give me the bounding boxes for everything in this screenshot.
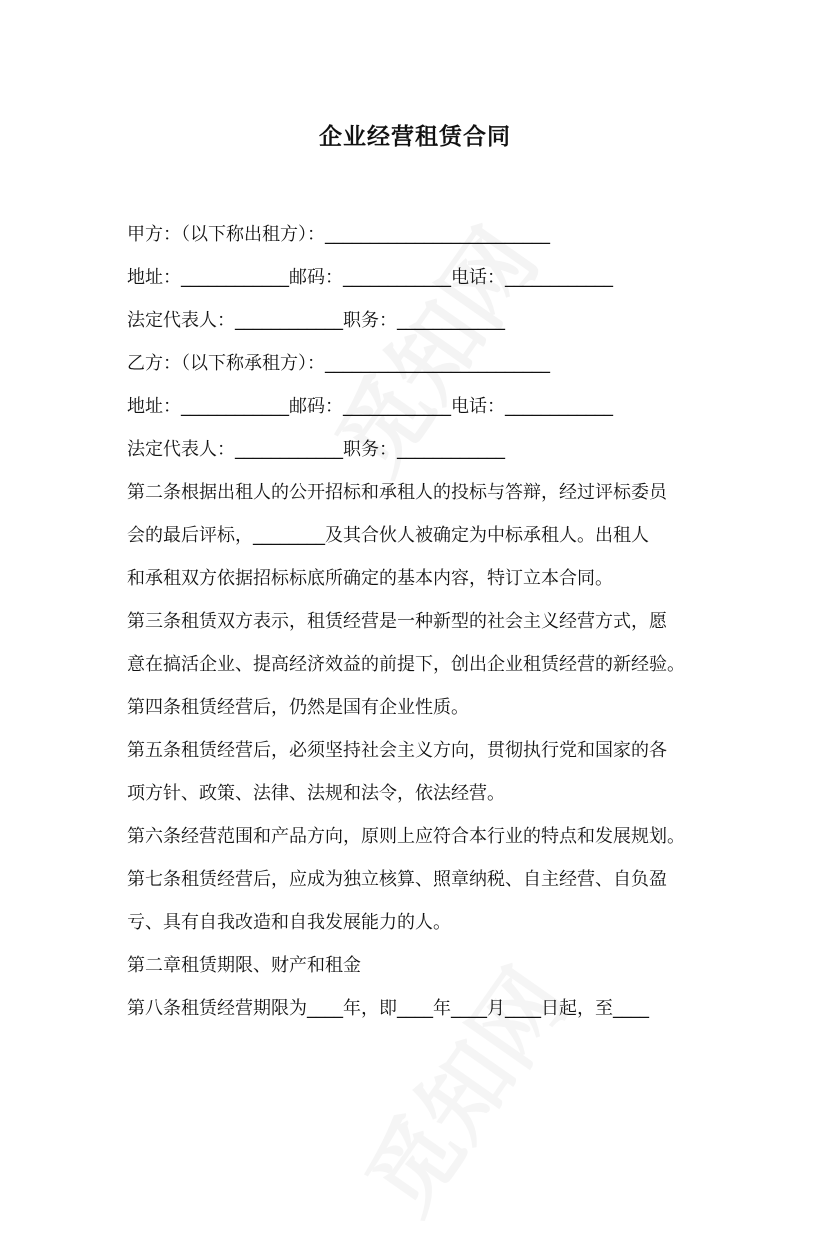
text-line: 和承租双方依据招标标底所确定的基本内容，特订立本合同。 bbox=[127, 568, 613, 589]
text-line: 第八条租赁经营期限为____年，即____年____月____日起，至____ bbox=[127, 998, 649, 1019]
text-line: 第七条租赁经营后，应成为独立核算、照章纳税、自主经营、自负盈 bbox=[127, 869, 667, 890]
text-line: 乙方：（以下称承租方）：_________________________ bbox=[127, 353, 550, 374]
section-heading: 第二章租赁期限、财产和租金 bbox=[127, 955, 361, 976]
text-line: 法定代表人：____________职务：____________ bbox=[127, 310, 505, 331]
text-line: 第二条根据出租人的公开招标和承租人的投标与答辩，经过评标委员 bbox=[127, 482, 667, 503]
text-line: 第五条租赁经营后，必须坚持社会主义方向，贯彻执行党和国家的各 bbox=[127, 740, 667, 761]
text-line: 第四条租赁经营后，仍然是国有企业性质。 bbox=[127, 697, 469, 718]
text-line: 第六条经营范围和产品方向，原则上应符合本行业的特点和发展规划。 bbox=[127, 826, 685, 847]
text-line: 项方针、政策、法律、法规和法令，依法经营。 bbox=[127, 783, 505, 804]
document-title: 企业经营租赁合同 bbox=[319, 124, 511, 150]
text-line: 法定代表人：____________职务：____________ bbox=[127, 439, 505, 460]
text-line: 会的最后评标，________及其合伙人被确定为中标承租人。出租人 bbox=[127, 525, 649, 546]
text-line: 地址：____________邮码：____________电话：____________ bbox=[127, 396, 613, 417]
text-line: 亏、具有自我改造和自我发展能力的人。 bbox=[127, 912, 451, 933]
text-line: 第三条租赁双方表示，租赁经营是一种新型的社会主义经营方式，愿 bbox=[127, 611, 667, 632]
text-line: 意在搞活企业、提高经济效益的前提下，创出企业租赁经营的新经验。 bbox=[127, 654, 685, 675]
text-line: 地址：____________邮码：____________电话：____________ bbox=[127, 267, 613, 288]
text-line: 甲方：（以下称出租方）：_________________________ bbox=[127, 224, 550, 245]
document-body bbox=[127, 213, 727, 1030]
